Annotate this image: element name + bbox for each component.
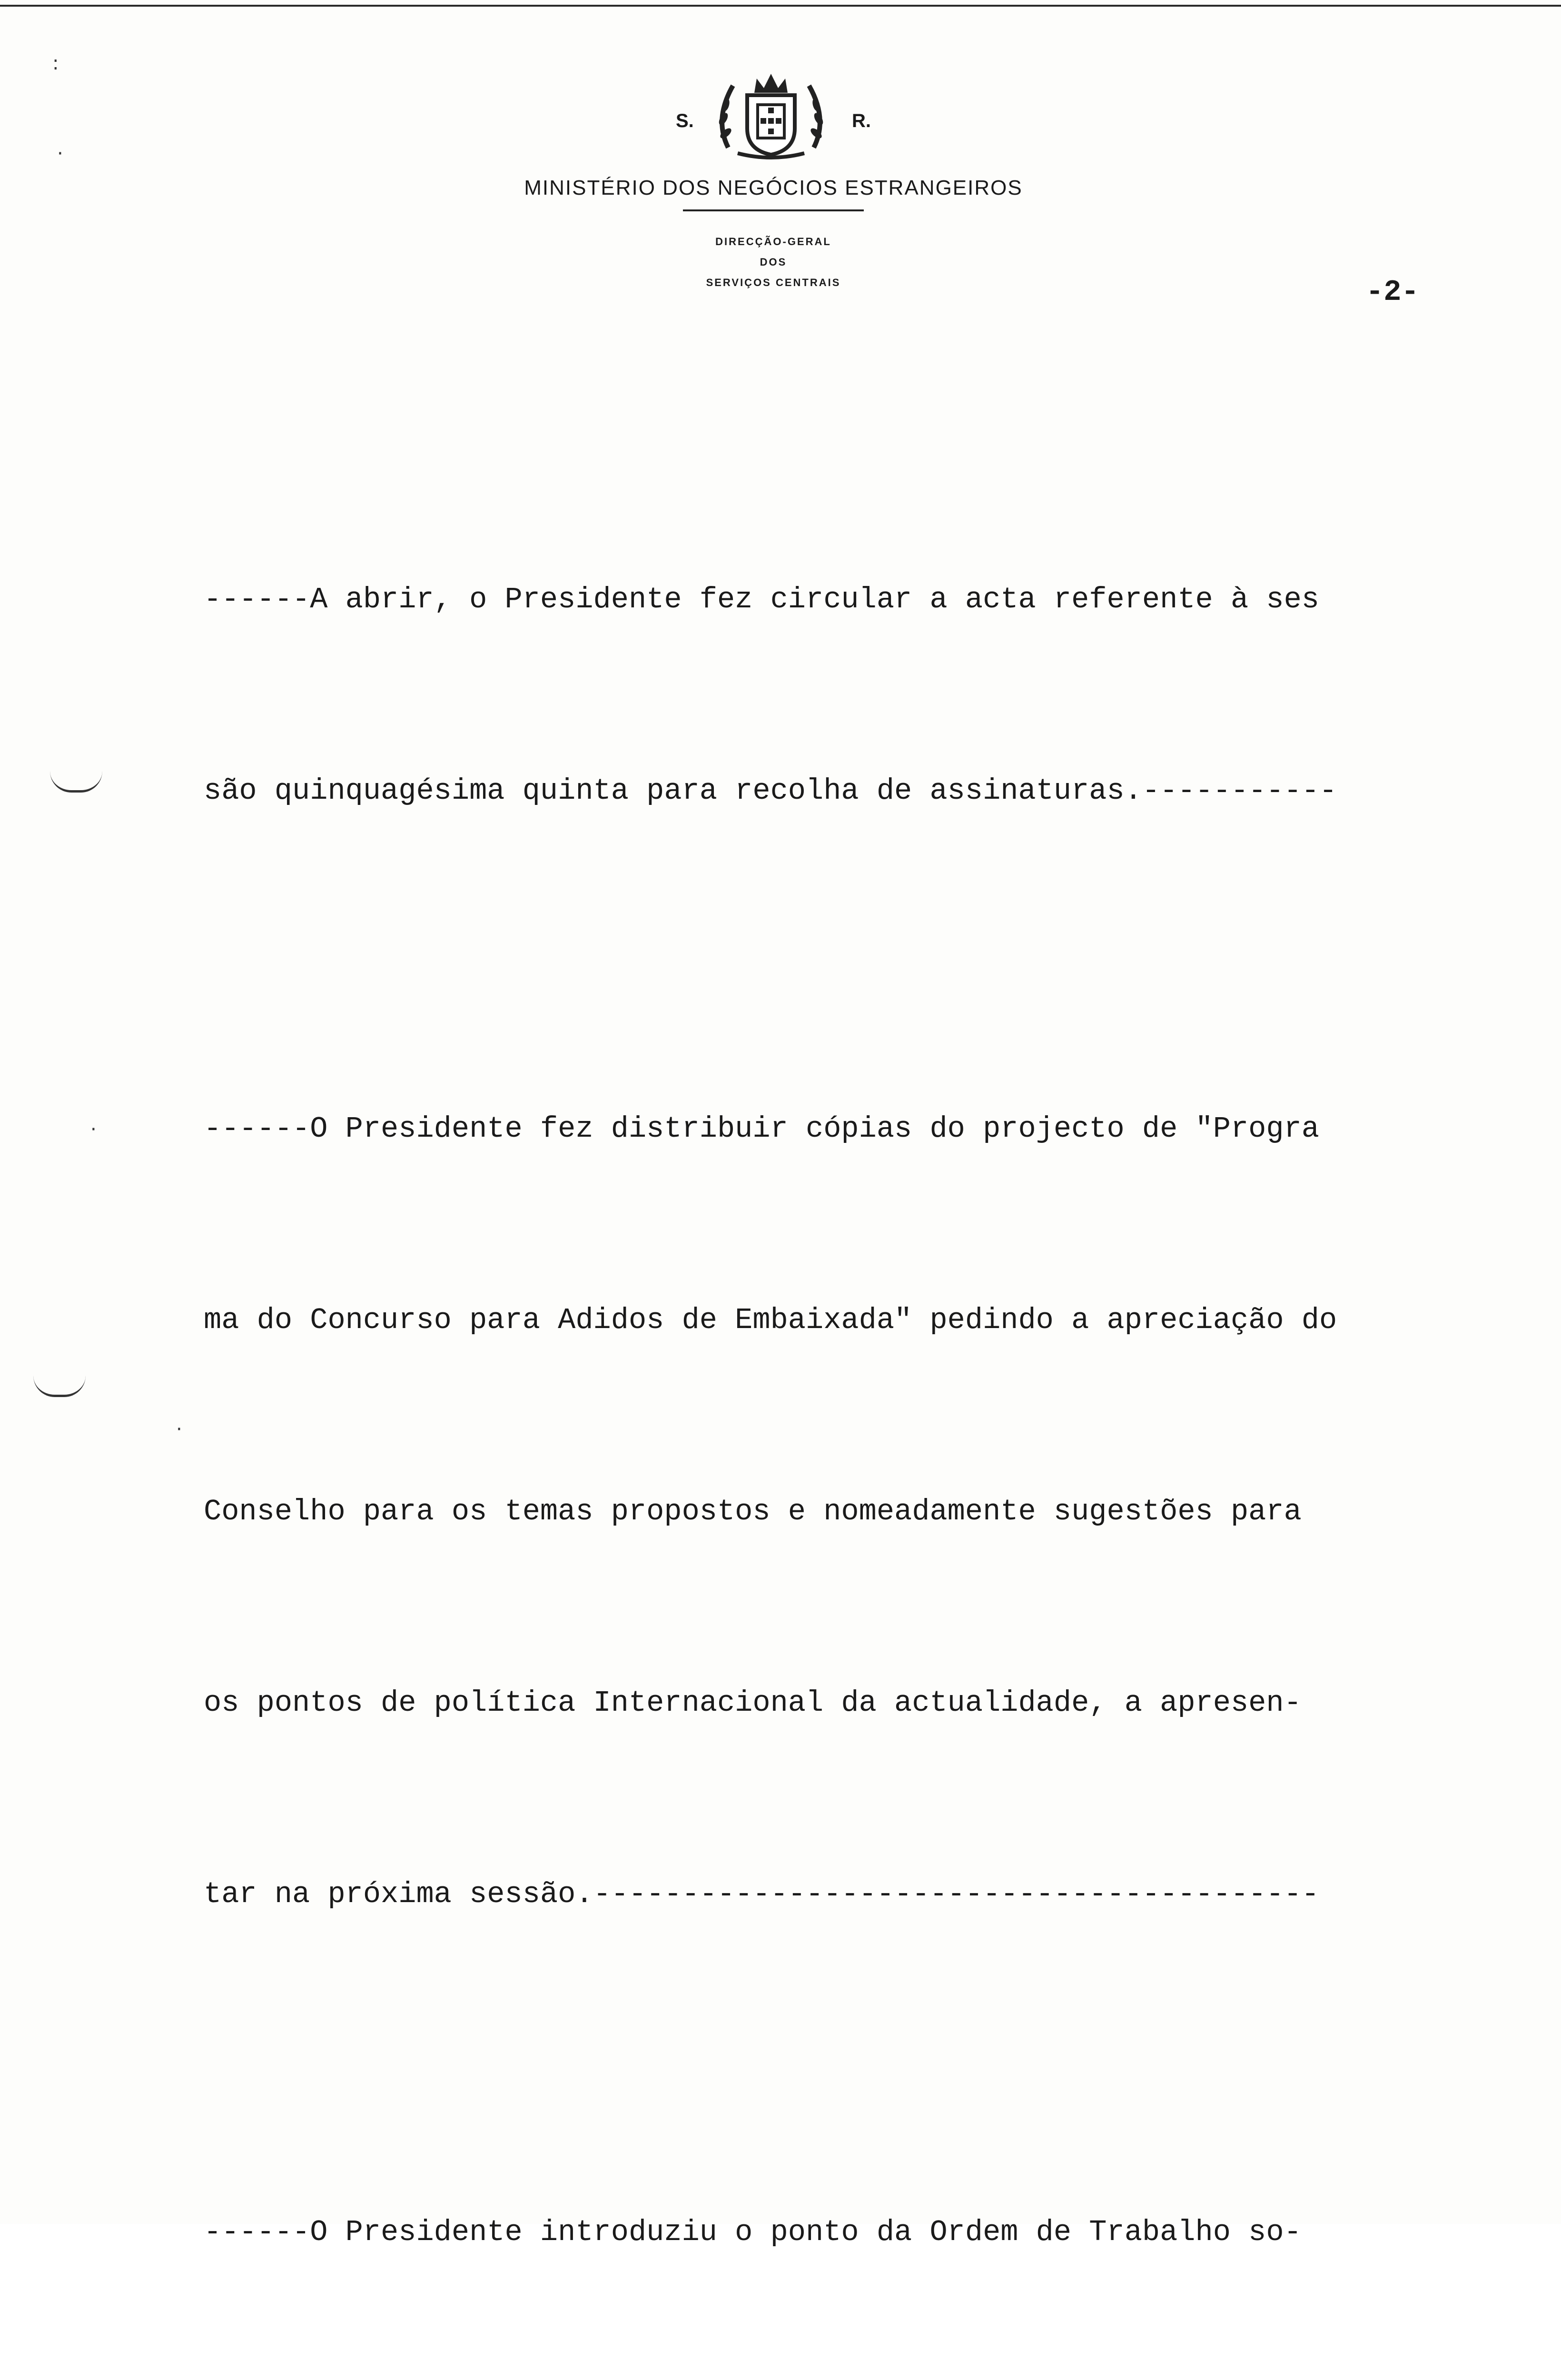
coat-of-arms-icon: [709, 67, 833, 162]
letterhead-initial-right: R.: [852, 110, 871, 131]
margin-speck: ·: [90, 1119, 97, 1140]
body-line: ------A abrir, o Presidente fez circular a acta referente à ses: [204, 583, 1319, 616]
punch-hole-mark: [50, 771, 102, 793]
margin-speck: ·: [176, 1418, 182, 1440]
page-number: -2-: [1366, 275, 1419, 309]
letterhead-initial-left: S.: [676, 110, 694, 131]
body-line: ma do Concurso para Adidos de Embaixada" pedindo a apreciação do: [204, 1303, 1337, 1337]
letterhead-rule: [683, 209, 864, 211]
minutes-body: [204, 440, 1451, 2380]
body-line: tar na próxima sessão.-----------------------------------------: [204, 1877, 1319, 1911]
margin-speck: ·: [57, 143, 63, 165]
body-line: Conselho para os temas propostos e nomeadamente sugestões para: [204, 1495, 1302, 1528]
body-line: são quinquagésima quinta para recolha de assinaturas.-----------: [204, 774, 1337, 808]
body-line: ------O Presidente introduziu o ponto da Ordem de Trabalho so-: [204, 2215, 1302, 2249]
margin-speck: :: [52, 52, 59, 74]
punch-hole-mark: [33, 1376, 86, 1397]
crest-row: [428, 67, 1118, 162]
scan-border-line: [0, 5, 1561, 7]
body-line: ------O Presidente fez distribuir cópias do projecto de "Progra: [204, 1112, 1319, 1146]
directorate-line-2: DOS: [760, 256, 787, 268]
body-line: os pontos de política Internacional da actualidade, a apresen-: [204, 1686, 1302, 1720]
letterhead: [428, 67, 1118, 288]
directorate-line-3: SERVIÇOS CENTRAIS: [706, 277, 841, 288]
directorate-line-1: DIRECÇÃO-GERAL: [715, 236, 831, 248]
ministry-name: MINISTÉRIO DOS NEGÓCIOS ESTRANGEIROS: [524, 176, 1023, 199]
